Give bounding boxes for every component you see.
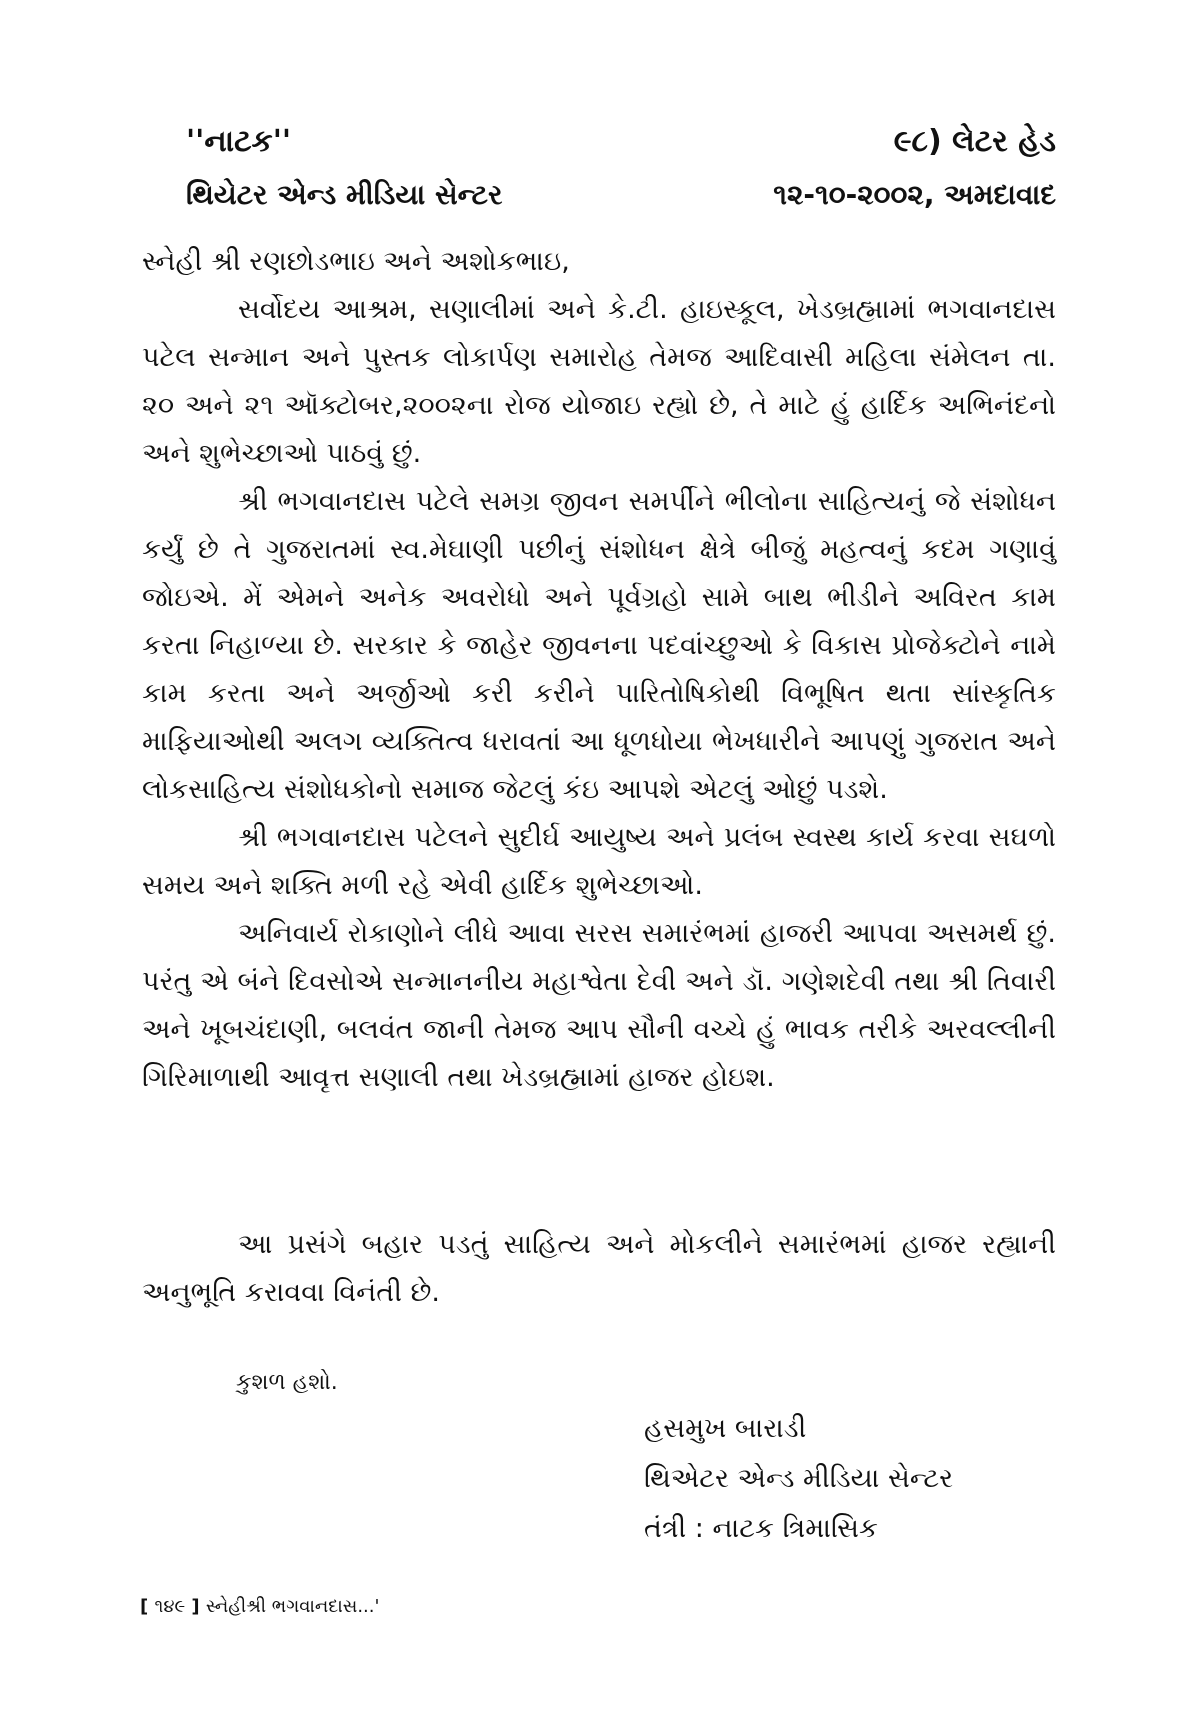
letter-body	[142, 286, 1056, 1102]
footer-running-title: સ્નેહીશ્રી ભગવાનદાસ...'	[205, 1596, 380, 1617]
signature-name: હસમુખ બારાડી	[644, 1413, 807, 1444]
page-footer	[140, 1596, 379, 1617]
letter-closing: કુશળ હશો.	[236, 1370, 338, 1395]
signature-organization: થિએટર એન્ડ મીડિયા સેન્ટર	[644, 1463, 954, 1494]
letter-paragraph: શ્રી ભગવાનદાસ પટેલને સુદીર્ઘ આયુષ્ય અને પ્રલંબ સ્વસ્થ કાર્ય કરવા સઘળો સમય અને શક્તિ મળી રહે એવી હાર્દિક શુભેચ્છાઓ.	[142, 822, 1056, 901]
letter-paragraph: સર્વોદય આશ્રમ, સણાલીમાં અને કે.ટી. હાઇસ્કૂલ, ખેડબ્રહ્મામાં ભગવાનદાસ પટેલ સન્માન અને પુસ્તક લોકાર્પણ સમારોહ તેમજ આદિવાસી મહિલા સંમેલન તા. ૨૦ અને ૨૧ ઑક્ટોબર,૨૦૦૨ના રોજ યોજાઇ રહ્યો છે, તે માટે હું હાર્દિક અભિનંદનો અને શુભેચ્છાઓ પાઠવું છું.	[142, 294, 1056, 469]
header-publication-title: ''નાટક''	[186, 124, 292, 159]
signature-role: તંત્રી : નાટક ત્રિમાસિક	[644, 1513, 878, 1544]
header-organization: થિયેટર એન્ડ મીડિયા સેન્ટર	[186, 178, 503, 211]
letter-paragraph: શ્રી ભગવાનદાસ પટેલે સમગ્ર જીવન સમર્પીને ભીલોના સાહિત્યનું જે સંશોધન કર્યું છે તે ગુજરાતમાં સ્વ.મેઘાણી પછીનું સંશોધન ક્ષેત્રે બીજું મહત્વનું કદમ ગણાવું જોઇએ. મેં એમને અનેક અવરોધો અને પૂર્વગ્રહો સામે બાથ ભીડીને અવિરત કામ કરતા નિહાળ્યા છે. સરકાર કે જાહેર જીવનના પદવાંચ્છુઓ કે વિકાસ પ્રોજેક્ટોને નામે કામ કરતા અને અર્જીઓ કરી કરીને પારિતોષિકોથી વિભૂષિત થતા સાંસ્કૃતિક માફિયાઓથી અલગ વ્યક્તિત્વ ધરાવતાં આ ધૂળધોયા ભેખધારીને આપણું ગુજરાત અને લોકસાહિત્ય સંશોધકોનો સમાજ જેટલું કંઇ આપશે એટલું ઓછું પડશે.	[142, 486, 1056, 805]
letter-paragraph: અનિવાર્ય રોકાણોને લીધે આવા સરસ સમારંભમાં હાજરી આપવા અસમર્થ છું. પરંતુ એ બંને દિવસોએ સન્માનનીય મહાશ્વેતા દેવી અને ડૉ. ગણેશદેવી તથા શ્રી તિવારી અને ખૂબચંદાણી, બલવંત જાની તેમજ આપ સૌની વચ્ચે હું ભાવક તરીકે અરવલ્લીની ગિરિમાળાથી આવૃત્ત સણાલી તથા ખેડબ્રહ્મામાં હાજર હોઇશ.	[142, 918, 1056, 1093]
header-letter-number: ૯૮) લેટર હેડ	[893, 124, 1056, 159]
letter-salutation: સ્નેહી શ્રી રણછોડભાઇ અને અશોકભાઇ,	[142, 246, 570, 277]
footer-bracket: ]	[185, 1596, 206, 1617]
header-date-place: ૧૨-૧૦-૨૦૦૨, અમદાવાદ	[773, 178, 1056, 211]
signature-block	[644, 1404, 953, 1554]
footer-page-number: ૧૪૯	[154, 1596, 186, 1617]
letter-final-paragraph: આ પ્રસંગે બહાર પડતું સાહિત્ય અને મોકલીને સમારંભમાં હાજર રહ્યાની અનુભૂતિ કરાવવા વિનંતી છે.	[142, 1229, 1056, 1308]
footer-bracket: [	[140, 1596, 155, 1617]
